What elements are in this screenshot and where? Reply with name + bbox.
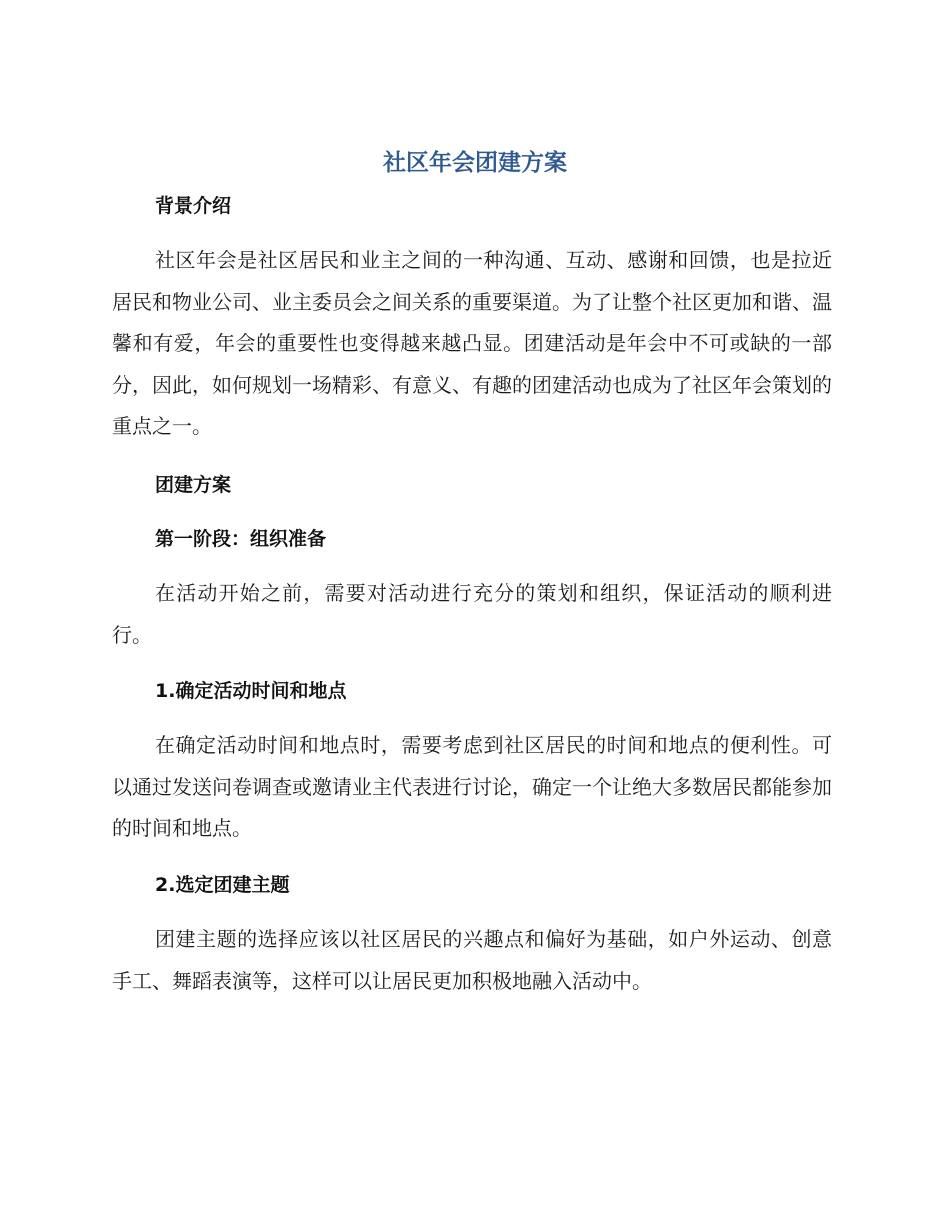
paragraph-item2: 团建主题的选择应该以社区居民的兴趣点和偏好为基础，如户外运动、创意手工、舞蹈表演等，这样可以让居民更加积极地融入活动中。 — [112, 927, 832, 993]
section-heading-plan: 团建方案 — [155, 474, 232, 496]
section-heading-background: 背景介绍 — [155, 195, 232, 217]
section-heading-item1: 1.确定活动时间和地点 — [155, 680, 347, 702]
page-title: 社区年会团建方案 — [383, 150, 567, 176]
paragraph-item1: 在确定活动时间和地点时，需要考虑到社区居民的时间和地点的便利性。可以通过发送问卷调查或邀请业主代表进行讨论，确定一个让绝大多数居民都能参加的时间和地点。 — [112, 733, 832, 840]
paragraph-background: 社区年会是社区居民和业主之间的一种沟通、互动、感谢和回馈，也是拉近居民和物业公司、业主委员会之间关系的重要渠道。为了让整个社区更加和谐、温馨和有爱，年会的重要性也变得越来越凸显。团建活动是年会中不可或缺的一部分，因此，如何规划一场精彩、有意义、有趣的团建活动也成为了社区年会策划的重点之一。 — [112, 248, 832, 438]
section-heading-item2: 2.选定团建主题 — [155, 874, 290, 896]
section-heading-stage1: 第一阶段：组织准备 — [155, 528, 327, 550]
paragraph-stage1: 在活动开始之前，需要对活动进行充分的策划和组织，保证活动的顺利进行。 — [112, 581, 832, 647]
